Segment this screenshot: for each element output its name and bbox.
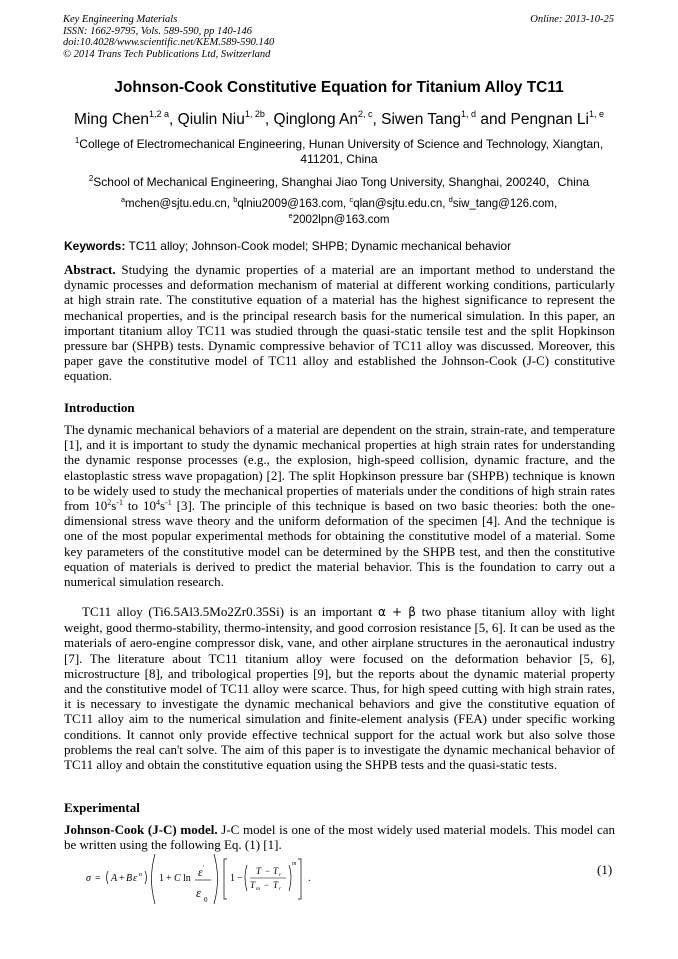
email-tag: e [288,210,293,220]
author-name: Qiulin Niu [177,111,245,128]
author-name: Siwen Tang [381,111,461,128]
eq-one: 1 [230,873,235,884]
johnson-cook-equation [84,851,324,907]
exponent: 2 [107,498,112,508]
abstract-label: Abstract. [64,262,116,277]
affiliation-text: School of Mechanical Engineering, Shanghai Jiao Tong University, Shanghai, 200240，China [93,175,590,189]
para-text: TC11 alloy (Ti6.5Al3.5Mo2Zr0.35Si) is an important [82,604,378,619]
introduction-heading: Introduction [64,400,135,415]
phase-symbol: α + β [377,605,416,619]
eq-paren-open-2 [245,865,247,891]
affiliation-1 [62,137,616,167]
author-separator: , [372,111,382,128]
abstract [64,262,615,384]
author-name: Ming Chen [74,111,150,128]
eq-eps: ε [133,873,137,884]
author-affil-mark: 1, e [588,109,604,119]
eq-eps0: ε [196,885,202,900]
exponent: -1 [165,498,172,508]
email-address[interactable]: qlniu2009@163.com [237,198,344,210]
author-separator: , [169,111,178,128]
para-text: The dynamic mechanical behaviors of a material are dependent on the strain, strain-rate, and temperature [1], and it is important to study the dynamic mechanical properties at high strain rates for understanding the dynamic response processes (e.g., the explosion, high-speed collision, dynamic fracture, and the elastoplastic stress wave propagation) [2]. The split Hopkinson pressure bar (SHPB) technique is known to be widely used to study the mechanical properties of materials under the conditions of high strain rates from 10 [64,422,615,514]
eq-m-exponent: m [292,861,297,867]
eq-plus: + [119,873,125,884]
email-list [62,197,616,228]
eq-big-paren-close [214,854,218,904]
eq-ln: ln [183,873,191,884]
journal-doi: doi:10.4028/www.scientific.net/KEM.589-590.140 [63,37,275,48]
eq-minus: − [265,866,271,876]
author-affil-mark: 1, 2b [244,109,265,119]
email-tag: d [448,195,453,204]
unit: s [159,498,166,514]
jc-model-text: J-C model is one of the most widely used material models. This model can be written using the following Eq. (1) [1]. [64,822,615,853]
experimental-heading: Experimental [64,800,140,815]
abstract-text: Studying the dynamic properties of a material are an important method to understand the dynamic processes and deformation mechanism of material at different working conditions, particularly at high strain rate. The constitutive equation of a material has the highest significance to represent the mechanical properties, and is the principal research basis for the numerical simulation. In this paper, an important titanium alloy TC11 was studied through the quasi-static tensile test and the split Hopkinson pressure bar (SHPB) tests. Dynamic compressive behavior of TC11 alloy was discussed. Moreover, this paper gave the constitutive model of TC11 alloy and established the Johnson-Cook (J-C) constitutive equation. [64,262,615,384]
eq-zero: 0 [204,896,208,904]
eq-period: . [308,873,311,884]
email-address[interactable]: qlan@sjtu.edu.cn [353,198,443,210]
eq-minus: − [237,873,243,884]
eq-dot: · [202,862,205,871]
unit: s [111,498,117,514]
eq-r: r [279,872,282,878]
eq-Tr: T [273,880,279,890]
eq-n: n [139,872,142,878]
keywords [64,239,616,253]
jc-model-label: Johnson-Cook (J-C) model. [64,822,218,837]
email-address[interactable]: siw_tang@126.com [452,198,554,210]
eq-big-paren-open [152,854,156,904]
email-tag: a [120,195,125,204]
eq-one: 1 [159,873,164,884]
keywords-text: TC11 alloy; Johnson-Cook model; SHPB; Dynamic mechanical behavior [125,239,512,253]
eq-T: T [256,866,262,876]
introduction-paragraph-1 [64,422,615,589]
email-separator: , [553,198,558,210]
author-affil-mark: 1, d [461,109,477,119]
eq-Tm: T [250,880,256,890]
author-list [30,111,648,129]
email-tag: b [233,195,238,204]
paper-title: Johnson-Cook Constitutive Equation for Titanium Alloy TC11 [114,79,564,96]
eq-sigma: σ [86,873,91,884]
jc-model-paragraph [64,822,615,852]
author-affil-mark: 1,2 a [149,109,170,119]
author-name: Pengnan Li [510,111,589,128]
author-affil-mark: 2, c [358,109,373,119]
author-name: Qinglong An [273,111,358,128]
eq-bracket-open [224,859,227,899]
author-separator: and [476,111,511,128]
para-text: to 10 [122,498,156,514]
eq-m: m [256,886,260,892]
exponent: -1 [116,498,123,508]
keywords-label: Keywords: [64,239,126,253]
eq-plus: + [166,873,172,884]
eq-equals: = [95,873,101,884]
journal-copyright: © 2014 Trans Tech Publications Ltd, Switzerland [63,48,271,60]
eq-B: B [126,873,133,884]
eq-Tr: T [273,866,279,876]
eq-paren-close [145,871,147,884]
email-address[interactable]: 2002lpn@163.com [292,213,390,226]
journal-name: Key Engineering Materials [63,14,178,25]
introduction-paragraph-2 [64,604,615,772]
para-text: [3]. The principle of this technique is based on two basic theories: both the one-dimensional stress wave theory and the uniform deformation of the specimen [4]. And the technique is one of the most popular experimental methods for obtaining the constitutive model of a material. Some key parameters of the constitutive model can be determined by the SHPB test, and then the constitutive equation of materials is derived to predict the material behavior. This is the foundation to carry out a numerical simulation research. [64,498,615,590]
affiliation-2 [62,175,616,190]
email-address[interactable]: mchen@sjtu.edu.cn [125,198,227,210]
email-separator: , [226,198,234,210]
eq-r: r [279,886,282,892]
eq-bracket-close [298,859,301,899]
email-separator: , [442,198,449,210]
eq-minus: − [264,880,270,890]
online-date: Online: 2013-10-25 [530,14,614,25]
para-text: two phase titanium alloy with light weight, good thermo-stability, thermo-intensity, and good corrosion resistance [5, 6]. It can be used as the materials of aero-engine compressor disk, vane, and other airplane structures in the aeronautical industry [7]. The literature about TC11 titanium alloy were focused on the deformation behavior [5, 6], microstructure [8], and tribological properties [9], but the reports about the dynamic material property and the constitutive model of TC11 alloy were scarce. Thus, for high speed cutting with high strain rates, it is necessary to investigate the dynamic mechanical behaviors and give the constitutive equation of TC11 alloy aim to the numerical simulation and finite-element analysis (FEA) under specific working conditions. It cannot only provide effective technical support for the actual work but also solve those problems the real can't solve. The aim of this paper is to investigate the dynamic mechanical behavior of TC11 alloy and obtain the constitutive equation using the SHPB tests and the quasi-static tests. [64,604,615,773]
journal-info [63,14,274,60]
affiliation-number: 1 [74,136,80,145]
exponent: 4 [155,498,160,508]
eq-paren-close-2 [289,865,291,891]
email-separator: , [343,198,350,210]
eq-C: C [174,873,181,884]
eq-A: A [111,873,118,884]
equation-number: (1) [597,862,613,877]
eq-epsdot: ε [198,865,203,879]
eq-paren-open [107,871,109,884]
affiliation-text: College of Electromechanical Engineering, Hunan University of Science and Technology, Xiangtan, 411201, China [79,137,604,166]
email-tag: c [349,195,354,204]
journal-issn: ISSN: 1662-9795, Vols. 589-590, pp 140-146 [63,25,252,37]
affiliation-number: 2 [88,174,94,183]
author-separator: , [264,111,274,128]
